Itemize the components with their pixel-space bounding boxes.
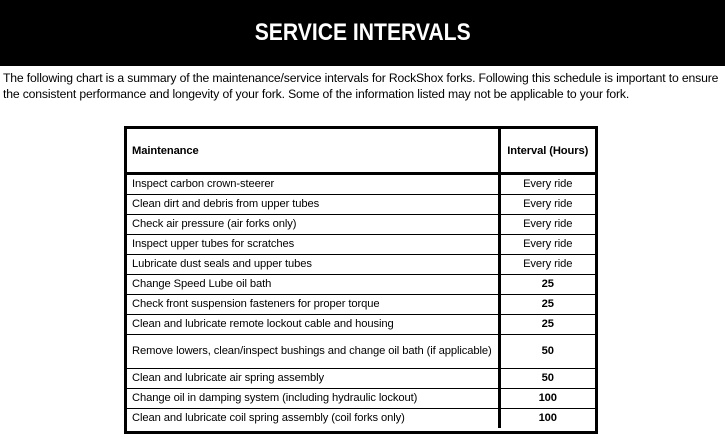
interval-cell: Every ride bbox=[499, 215, 595, 235]
interval-cell: 25 bbox=[499, 295, 595, 315]
title-banner bbox=[0, 0, 725, 66]
table-row bbox=[127, 369, 595, 389]
task-cell: Change Speed Lube oil bath bbox=[127, 275, 499, 295]
table-row bbox=[127, 335, 595, 369]
interval-cell: 100 bbox=[499, 389, 595, 409]
table-row bbox=[127, 315, 595, 335]
table-row bbox=[127, 389, 595, 409]
intro-paragraph: The following chart is a summary of the maintenance/service intervals for RockShox forks. Following this schedule is important to ensure the consistent performance and longevity of your fork. Some of the information listed may not be applicable to your fork. bbox=[3, 71, 719, 101]
table-row bbox=[127, 409, 595, 429]
table-row bbox=[127, 295, 595, 315]
task-cell: Change oil in damping system (including hydraulic lockout) bbox=[127, 389, 499, 409]
task-cell: Clean and lubricate remote lockout cable and housing bbox=[127, 315, 499, 335]
interval-cell: Every ride bbox=[499, 174, 595, 195]
task-cell: Inspect upper tubes for scratches bbox=[127, 235, 499, 255]
task-cell: Clean and lubricate coil spring assembly (coil forks only) bbox=[127, 409, 499, 429]
interval-cell: 25 bbox=[499, 275, 595, 295]
interval-cell: 50 bbox=[499, 335, 595, 369]
interval-cell: Every ride bbox=[499, 235, 595, 255]
task-cell: Remove lowers, clean/inspect bushings and change oil bath (if applicable) bbox=[127, 335, 499, 369]
interval-cell: 100 bbox=[499, 409, 595, 429]
table-row bbox=[127, 195, 595, 215]
table-row bbox=[127, 174, 595, 195]
interval-cell: 25 bbox=[499, 315, 595, 335]
interval-cell: Every ride bbox=[499, 195, 595, 215]
table bbox=[127, 129, 595, 428]
table-row bbox=[127, 255, 595, 275]
column-header-interval: Interval (Hours) bbox=[499, 129, 595, 174]
table-row bbox=[127, 215, 595, 235]
table-row bbox=[127, 235, 595, 255]
table-header-row bbox=[127, 129, 595, 174]
interval-cell: Every ride bbox=[499, 255, 595, 275]
page-title: SERVICE INTERVALS bbox=[254, 19, 471, 46]
task-cell: Lubricate dust seals and upper tubes bbox=[127, 255, 499, 275]
task-cell: Inspect carbon crown-steerer bbox=[127, 174, 499, 195]
task-cell: Check air pressure (air forks only) bbox=[127, 215, 499, 235]
task-cell: Clean and lubricate air spring assembly bbox=[127, 369, 499, 389]
column-header-maintenance: Maintenance bbox=[127, 129, 499, 174]
task-cell: Check front suspension fasteners for proper torque bbox=[127, 295, 499, 315]
interval-cell: 50 bbox=[499, 369, 595, 389]
service-interval-table bbox=[124, 126, 598, 434]
table-row bbox=[127, 275, 595, 295]
task-cell: Clean dirt and debris from upper tubes bbox=[127, 195, 499, 215]
